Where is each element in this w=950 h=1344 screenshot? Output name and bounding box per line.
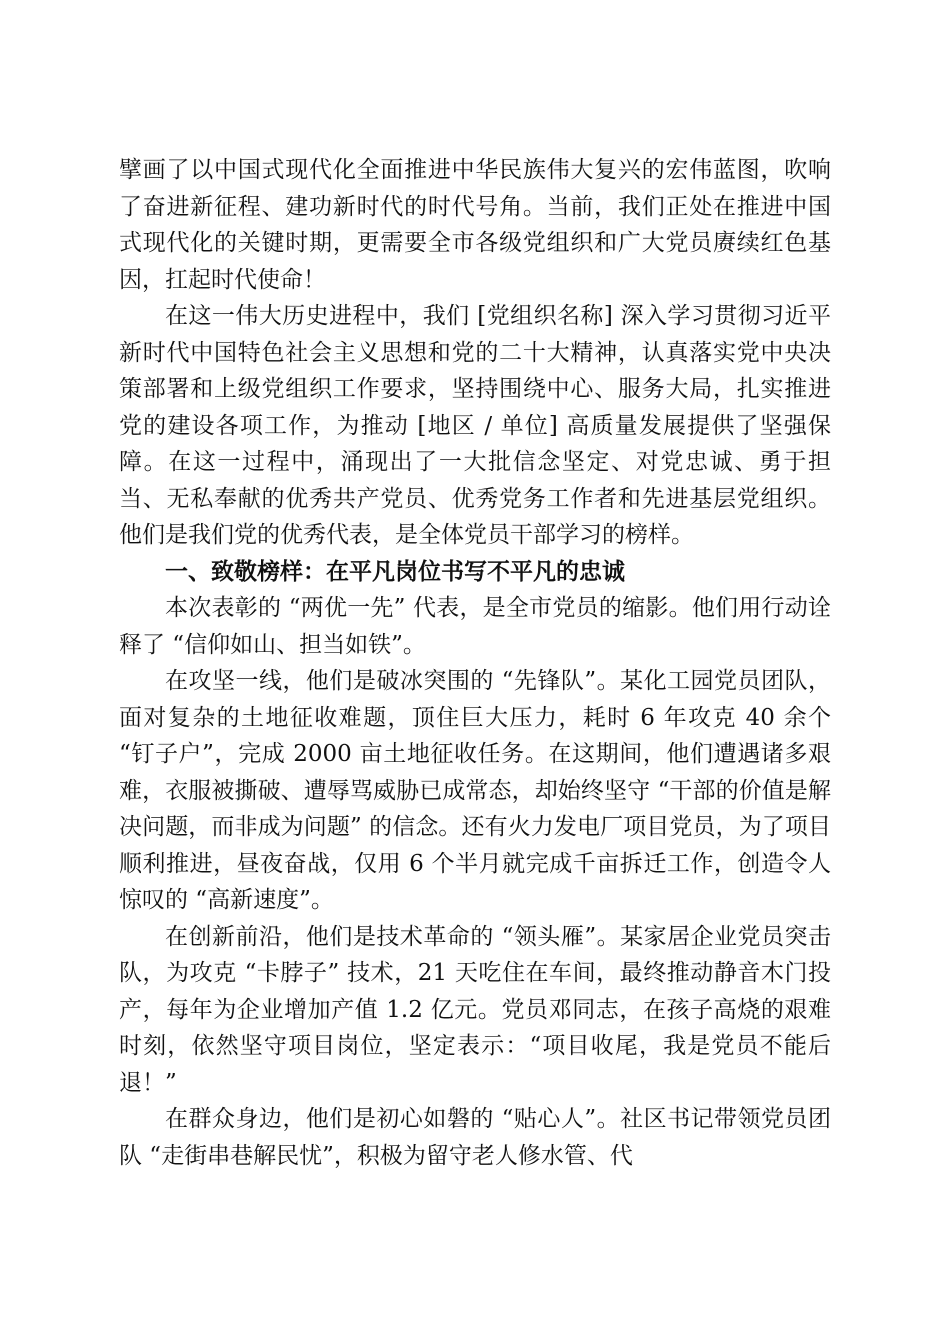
paragraph-innovation: 在创新前沿，他们是技术革命的 “领头雁”。某家居企业党员突击队，为攻克 “卡脖子” 技术，21 天吃住在车间，最终推动静音木门投产，每年为企业增加产值 1.2 亿元。党员邓同志，在孩子高烧的艰难时刻，依然坚守项目岗位，坚定表示：“项目收尾，我是党员不能后退！” bbox=[119, 923, 831, 1096]
paragraph-front-line: 在攻坚一线，他们是破冰突围的 “先锋队”。某化工园党员团队，面对复杂的土地征收难题，顶住巨大压力，耗时 6 年攻克 40 余个 “钉子户”，完成 2000 亩土地征收任务。在这期间，他们遭遇诸多艰难，衣服被撕破、遭辱骂威胁已成常态，却始终坚守 “干部的价值是解决问题，而非成为问题” 的信念。还有火力发电厂项目党员，为了项目顺利推进，昼夜奋战，仅用 6 个半月就完成千亩拆迁工作，创造令人惊叹的 “高新速度”。 bbox=[119, 668, 831, 913]
paragraph-commendation: 本次表彰的 “两优一先” 代表，是全市党员的缩影。他们用行动诠释了 “信仰如山、担当如铁”。 bbox=[119, 595, 831, 658]
paragraph-community: 在群众身边，他们是初心如磐的 “贴心人”。社区书记带领党员团队 “走街串巷解民忧”，积极为留守老人修水管、代 bbox=[119, 1106, 831, 1169]
paragraph-party-organization: 在这一伟大历史进程中，我们 [党组织名称] 深入学习贯彻习近平新时代中国特色社会主义思想和党的二十大精神，认真落实党中央决策部署和上级党组织工作要求，坚持围绕中心、服务大局，扎实推进党的建设各项工作，为推动 [地区 / 单位] 高质量发展提供了坚强保障。在这一过程中，涌现出了一大批信念坚定、对党忠诚、勇于担当、无私奉献的优秀共产党员、优秀党务工作者和先进基层党组织。他们是我们党的优秀代表，是全体党员干部学习的榜样。 bbox=[119, 303, 831, 548]
paragraph-intro-continuation: 擘画了以中国式现代化全面推进中华民族伟大复兴的宏伟蓝图，吹响了奋进新征程、建功新时代的时代号角。当前，我们正处在推进中国式现代化的关键时期，更需要全市各级党组织和广大党员赓续红色基因，扛起时代使命！ bbox=[119, 157, 831, 293]
section-heading-1: 一、致敬榜样：在平凡岗位书写不平凡的忠诚 bbox=[165, 558, 625, 585]
document-page bbox=[119, 152, 831, 1174]
